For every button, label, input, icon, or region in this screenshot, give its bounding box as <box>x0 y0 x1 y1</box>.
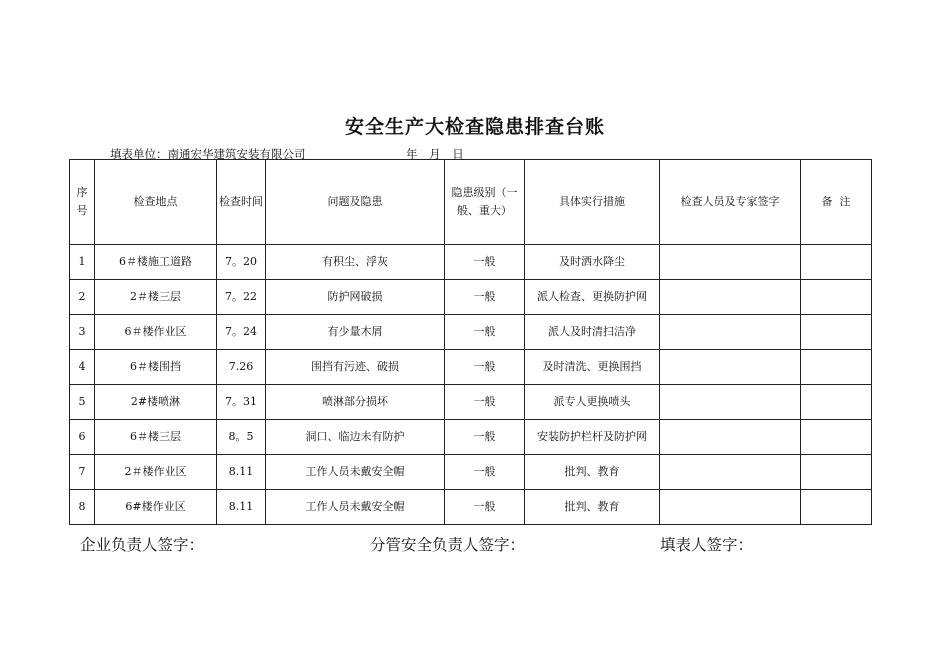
header-seq: 序号 <box>70 160 95 245</box>
cell-location: 6#楼作业区 <box>95 490 217 525</box>
page-title: 安全生产大检查隐患排查台账 <box>344 116 605 138</box>
cell-level: 一般 <box>445 385 525 420</box>
cell-remark <box>801 245 872 280</box>
header-location: 检查地点 <box>95 160 217 245</box>
enterprise-signature-label: 企业负责人签字： <box>80 536 205 554</box>
cell-issue: 有积尘、浮灰 <box>266 245 445 280</box>
table-row <box>70 385 872 420</box>
cell-inspector <box>660 455 801 490</box>
cell-remark <box>801 420 872 455</box>
cell-remark <box>801 385 872 420</box>
cell-seq: 2 <box>70 280 95 315</box>
table-row <box>70 490 872 525</box>
cell-issue: 工作人员未戴安全帽 <box>266 490 445 525</box>
fill-unit: 填表单位：南通宏华建筑安装有限公司 <box>110 147 306 161</box>
cell-level: 一般 <box>445 245 525 280</box>
cell-inspector <box>660 315 801 350</box>
cell-seq: 1 <box>70 245 95 280</box>
table-row <box>70 245 872 280</box>
cell-measure: 派人及时清扫洁净 <box>525 315 660 350</box>
cell-location: 6＃楼作业区 <box>95 315 217 350</box>
hazard-ledger-table <box>69 159 872 525</box>
cell-location: 2＃楼作业区 <box>95 455 217 490</box>
cell-time: 8.11 <box>217 490 266 525</box>
cell-measure: 批判、教育 <box>525 455 660 490</box>
cell-location: 2#楼喷淋 <box>95 385 217 420</box>
header-time: 检查时间 <box>217 160 266 245</box>
cell-measure: 派专人更换喷头 <box>525 385 660 420</box>
cell-measure: 及时洒水降尘 <box>525 245 660 280</box>
header-issue: 问题及隐患 <box>266 160 445 245</box>
cell-level: 一般 <box>445 455 525 490</box>
table-row <box>70 350 872 385</box>
cell-issue: 围挡有污迹、破损 <box>266 350 445 385</box>
cell-issue: 有少量木屑 <box>266 315 445 350</box>
cell-location: 2＃楼三层 <box>95 280 217 315</box>
cell-seq: 4 <box>70 350 95 385</box>
cell-inspector <box>660 385 801 420</box>
date-line: 年 月 日 <box>406 147 464 161</box>
cell-time: 7。31 <box>217 385 266 420</box>
cell-inspector <box>660 350 801 385</box>
cell-seq: 6 <box>70 420 95 455</box>
table-row <box>70 280 872 315</box>
cell-remark <box>801 350 872 385</box>
cell-time: 7。22 <box>217 280 266 315</box>
table-row <box>70 420 872 455</box>
cell-seq: 5 <box>70 385 95 420</box>
cell-time: 7。24 <box>217 315 266 350</box>
header-inspector: 检查人员及专家签字 <box>660 160 801 245</box>
cell-time: 8.11 <box>217 455 266 490</box>
cell-measure: 及时清洗、更换围挡 <box>525 350 660 385</box>
safety-signature-label: 分管安全负责人签字： <box>370 536 526 554</box>
cell-time: 7。20 <box>217 245 266 280</box>
cell-remark <box>801 315 872 350</box>
table-row <box>70 315 872 350</box>
cell-remark <box>801 280 872 315</box>
table-row <box>70 455 872 490</box>
cell-issue: 喷淋部分损坏 <box>266 385 445 420</box>
cell-remark <box>801 455 872 490</box>
cell-level: 一般 <box>445 420 525 455</box>
filler-signature-label: 填表人签字： <box>660 536 754 554</box>
cell-measure: 批判、教育 <box>525 490 660 525</box>
cell-level: 一般 <box>445 350 525 385</box>
cell-inspector <box>660 245 801 280</box>
cell-inspector <box>660 420 801 455</box>
cell-inspector <box>660 490 801 525</box>
header-level: 隐患级别（一般、重大） <box>445 160 525 245</box>
cell-seq: 8 <box>70 490 95 525</box>
cell-time: 7.26 <box>217 350 266 385</box>
cell-remark <box>801 490 872 525</box>
cell-inspector <box>660 280 801 315</box>
cell-level: 一般 <box>445 490 525 525</box>
header-measure: 具体实行措施 <box>525 160 660 245</box>
cell-seq: 7 <box>70 455 95 490</box>
cell-measure: 派人检查、更换防护网 <box>525 280 660 315</box>
header-remark: 备 注 <box>801 160 872 245</box>
cell-level: 一般 <box>445 315 525 350</box>
cell-issue: 洞口、临边未有防护 <box>266 420 445 455</box>
cell-issue: 工作人员未戴安全帽 <box>266 455 445 490</box>
cell-location: 6＃楼三层 <box>95 420 217 455</box>
cell-level: 一般 <box>445 280 525 315</box>
cell-measure: 安装防护栏杆及防护网 <box>525 420 660 455</box>
cell-seq: 3 <box>70 315 95 350</box>
cell-location: 6＃楼施工道路 <box>95 245 217 280</box>
cell-issue: 防护网破损 <box>266 280 445 315</box>
cell-time: 8。5 <box>217 420 266 455</box>
cell-location: 6＃楼围挡 <box>95 350 217 385</box>
table-header-row <box>70 160 872 245</box>
